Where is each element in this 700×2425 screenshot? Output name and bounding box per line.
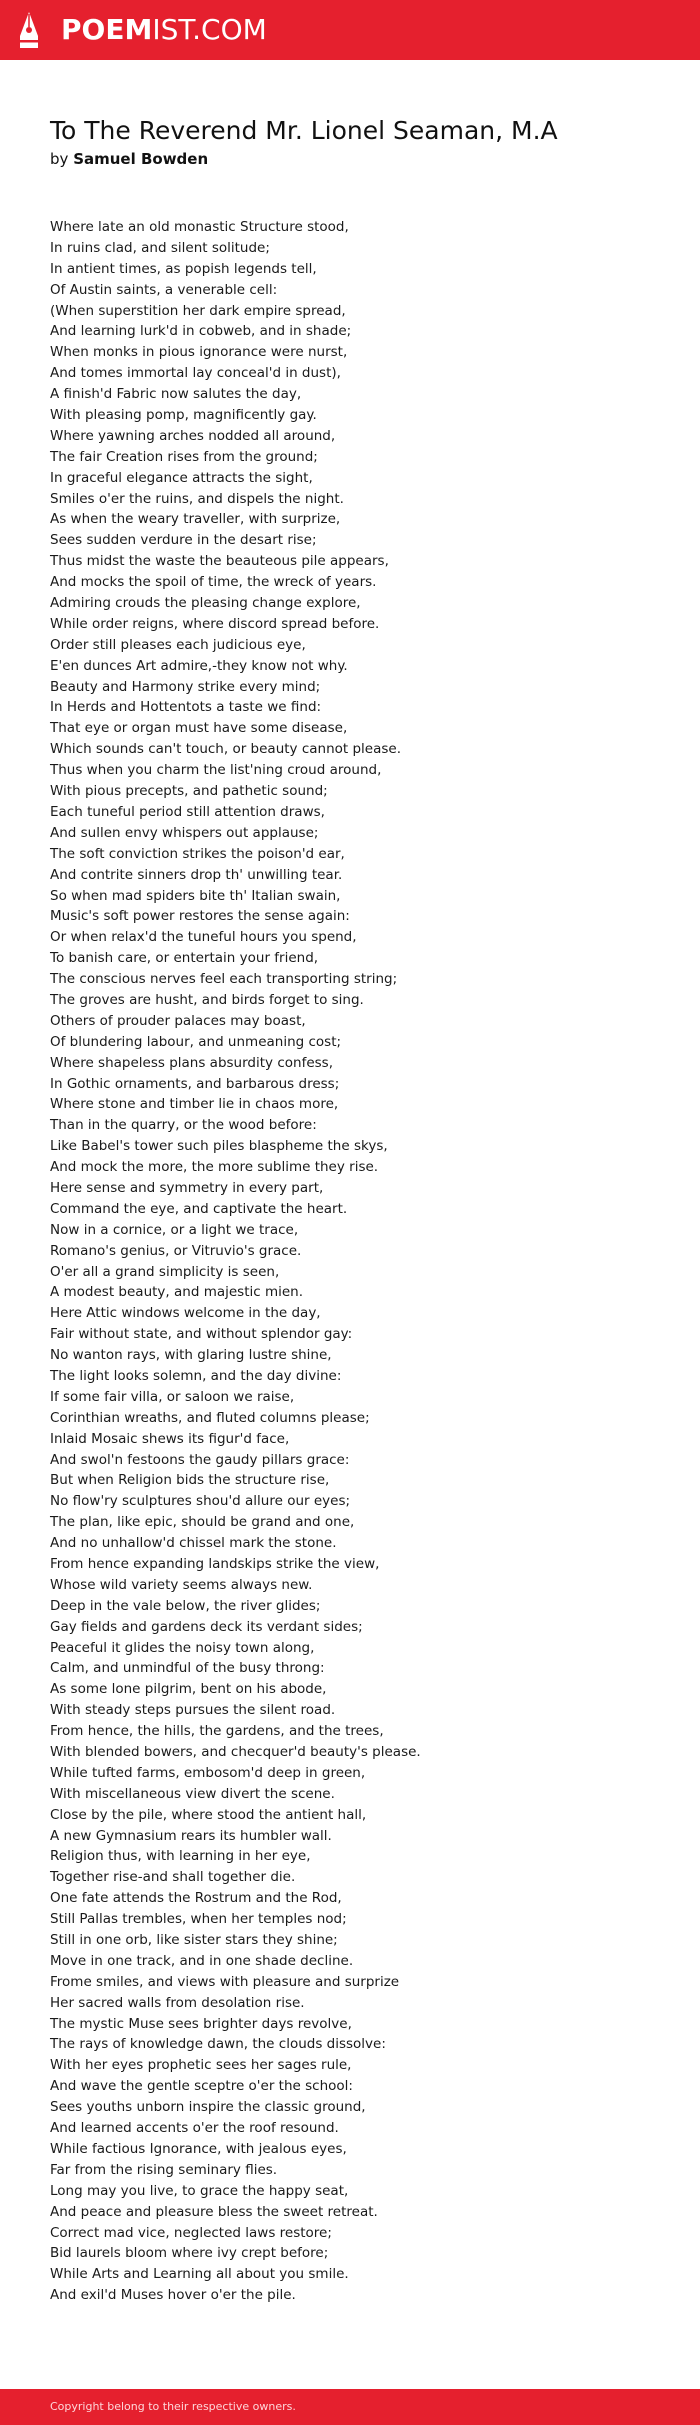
poem-line: And exil'd Muses hover o'er the pile.	[50, 2287, 296, 2304]
poem-line: Now in a cornice, or a light we trace,	[50, 1221, 299, 1238]
poem-line: In antient times, as popish legends tell,	[50, 260, 317, 277]
poem-line: Sees youths unborn inspire the classic ground,	[50, 2099, 366, 2116]
poem-line: The plan, like epic, should be grand and one,	[50, 1514, 355, 1531]
poem-line: Religion thus, with learning in her eye,	[50, 1848, 311, 1865]
poem-line: Of Austin saints, a venerable cell:	[50, 281, 278, 298]
poem-line: And wave the gentle sceptre o'er the school:	[50, 2078, 353, 2095]
poem-line: In graceful elegance attracts the sight,	[50, 469, 313, 486]
poem-line: Long may you live, to grace the happy seat,	[50, 2182, 349, 2199]
poem-line: Her sacred walls from desolation rise.	[50, 1994, 305, 2011]
poem-line: Where late an old monastic Structure stood,	[50, 219, 349, 235]
poem-line: And sullen envy whispers out applause;	[50, 824, 319, 841]
poem-line: Together rise-and shall together die.	[50, 1869, 296, 1886]
poem-line: Inlaid Mosaic shews its figur'd face,	[50, 1430, 290, 1447]
poem-line: Corinthian wreaths, and fluted columns please;	[50, 1409, 370, 1426]
poem-line: A new Gymnasium rears its humbler wall.	[50, 1827, 332, 1844]
poem-line: When monks in pious ignorance were nurst,	[50, 344, 348, 361]
poem-line: Whose wild variety seems always new.	[50, 1576, 313, 1593]
poem-line: Of blundering labour, and unmeaning cost;	[50, 1033, 342, 1050]
poem-line: Or when relax'd the tuneful hours you spend,	[50, 929, 357, 946]
poem-line: With steady steps pursues the silent road.	[50, 1702, 336, 1719]
copyright-notice: Copyright belong to their respective owners.	[50, 2400, 296, 2413]
poem-line: Here Attic windows welcome in the day,	[50, 1305, 321, 1322]
poem-line: Admiring crouds the pleasing change explore,	[50, 595, 361, 612]
site-footer	[0, 2389, 700, 2425]
poem-line: As some lone pilgrim, bent on his abode,	[50, 1681, 327, 1698]
poem-line: Calm, and unmindful of the busy throng:	[50, 1660, 325, 1677]
poem-line: No flow'ry sculptures shou'd allure our eyes;	[50, 1493, 351, 1510]
brand-name	[61, 10, 267, 50]
poem-line: Gay fields and gardens deck its verdant sides;	[50, 1618, 363, 1635]
poem-line: And no unhallow'd chissel mark the stone.	[50, 1535, 337, 1552]
poem-line: And mocks the spoil of time, the wreck of years.	[50, 574, 377, 591]
author-name[interactable]: Samuel Bowden	[73, 150, 209, 168]
poem-body	[50, 217, 670, 2306]
poem-line: Frome smiles, and views with pleasure and surprize	[50, 1973, 400, 1990]
poem-line: Deep in the vale below, the river glides;	[50, 1597, 321, 1614]
poem-line: Bid laurels bloom where ivy crept before;	[50, 2245, 329, 2262]
poem-line: With pious precepts, and pathetic sound;	[50, 783, 328, 800]
site-logo[interactable]	[18, 10, 267, 50]
poem-line: If some fair villa, or saloon we raise,	[50, 1388, 295, 1405]
poem-line: While Arts and Learning all about you smile.	[50, 2266, 349, 2283]
poem-line: The fair Creation rises from the ground;	[50, 448, 318, 465]
poem-line: Which sounds can't touch, or beauty cannot please.	[50, 741, 401, 758]
poem-title: To The Reverend Mr. Lionel Seaman, M.A	[50, 116, 558, 145]
poem-line: The groves are husht, and birds forget to sing.	[50, 991, 364, 1008]
poem-line: And mock the more, the more sublime they rise.	[50, 1159, 379, 1176]
poem-line: Still in one orb, like sister stars they shine;	[50, 1932, 338, 1949]
poem-line: And learning lurk'd in cobweb, and in shade;	[50, 323, 352, 340]
poem-line: The mystic Muse sees brighter days revolve,	[50, 2015, 352, 2032]
site-header	[0, 0, 700, 60]
poem-line: With miscellaneous view divert the scene.	[50, 1785, 335, 1802]
poem-line: O'er all a grand simplicity is seen,	[50, 1263, 280, 1280]
poem-line: Smiles o'er the ruins, and dispels the night.	[50, 490, 344, 507]
poem-line: That eye or organ must have some disease,	[50, 720, 348, 737]
poem-line: While factious Ignorance, with jealous eyes,	[50, 2140, 347, 2157]
poem-line: Where stone and timber lie in chaos more,	[50, 1096, 339, 1113]
poem-line: The rays of knowledge dawn, the clouds dissolve:	[50, 2036, 386, 2053]
poem-line: Thus when you charm the list'ning croud around,	[50, 762, 382, 779]
poem-line: E'en dunces Art admire,-they know not why.	[50, 657, 348, 674]
poem-line: With her eyes prophetic sees her sages rule,	[50, 2057, 352, 2074]
poem-line: Where yawning arches nodded all around,	[50, 427, 336, 444]
poem-line: Romano's genius, or Vitruvio's grace.	[50, 1242, 302, 1259]
poem-line: In Herds and Hottentots a taste we find:	[50, 699, 322, 716]
poem-line: Move in one track, and in one shade decline.	[50, 1952, 354, 1969]
poem-line: And peace and pleasure bless the sweet retreat.	[50, 2203, 378, 2220]
byline	[50, 149, 208, 169]
poem-line: With blended bowers, and checquer'd beauty's please.	[50, 1744, 421, 1761]
poem-line: Fair without state, and without splendor gay:	[50, 1326, 353, 1343]
poem-line: While order reigns, where discord spread before.	[50, 615, 380, 632]
poem-line: Others of prouder palaces may boast,	[50, 1012, 306, 1029]
poem-line: And tomes immortal lay conceal'd in dust),	[50, 365, 341, 382]
poem-line: Correct mad vice, neglected laws restore;	[50, 2224, 332, 2241]
poem-line: Peaceful it glides the noisy town along,	[50, 1639, 315, 1656]
poem-line: Music's soft power restores the sense again:	[50, 908, 350, 925]
poem-line: In Gothic ornaments, and barbarous dress;	[50, 1075, 340, 1092]
poem-line: Beauty and Harmony strike every mind;	[50, 678, 321, 695]
poem-line: And learned accents o'er the roof resound.	[50, 2120, 339, 2137]
poem-line: Far from the rising seminary flies.	[50, 2161, 278, 2178]
brand-light: IST.COM	[152, 13, 267, 46]
poem-line: To banish care, or entertain your friend,	[50, 950, 319, 967]
poem-line: Order still pleases each judicious eye,	[50, 636, 306, 653]
poem-line: Sees sudden verdure in the desart rise;	[50, 532, 317, 549]
poem-line: As when the weary traveller, with surprize,	[50, 511, 341, 528]
poem-line: From hence expanding landskips strike the view,	[50, 1556, 380, 1572]
poem-line: No wanton rays, with glaring lustre shine,	[50, 1347, 332, 1364]
poem-line: Still Pallas trembles, when her temples nod;	[50, 1911, 347, 1928]
pen-nib-icon	[18, 10, 40, 50]
poem-line: And contrite sinners drop th' unwilling tear.	[50, 866, 343, 883]
poem-line: From hence, the hills, the gardens, and the trees,	[50, 1723, 384, 1740]
poem-line: One fate attends the Rostrum and the Rod,	[50, 1890, 342, 1907]
poem-line: Like Babel's tower such piles blaspheme the skys,	[50, 1138, 388, 1155]
by-label: by	[50, 150, 69, 168]
poem-line: But when Religion bids the structure rise,	[50, 1472, 330, 1489]
poem-line: So when mad spiders bite th' Italian swain,	[50, 887, 341, 904]
poem-line: A finish'd Fabric now salutes the day,	[50, 386, 302, 403]
poem-line: Than in the quarry, or the wood before:	[50, 1117, 317, 1134]
poem-line: Command the eye, and captivate the heart.	[50, 1200, 348, 1217]
poem-line: In ruins clad, and silent solitude;	[50, 239, 270, 256]
brand-bold: POEM	[61, 13, 153, 46]
poem-line: The soft conviction strikes the poison'd ear,	[50, 845, 345, 862]
poem-line: Each tuneful period still attention draws,	[50, 803, 325, 820]
poem-line: Close by the pile, where stood the antient hall,	[50, 1806, 367, 1823]
poem-line: While tufted farms, embosom'd deep in green,	[50, 1764, 366, 1781]
poem-line: With pleasing pomp, magnificently gay.	[50, 407, 317, 424]
poem-line: The conscious nerves feel each transporting string;	[50, 971, 398, 988]
poem-line: Thus midst the waste the beauteous pile appears,	[50, 553, 389, 570]
poem-line: A modest beauty, and majestic mien.	[50, 1284, 304, 1301]
poem-line: (When superstition her dark empire spread,	[50, 302, 346, 319]
poem-line: Where shapeless plans absurdity confess,	[50, 1054, 333, 1071]
poem-line: The light looks solemn, and the day divine:	[50, 1367, 342, 1384]
poem-line: And swol'n festoons the gaudy pillars grace:	[50, 1451, 350, 1468]
poem-line: Here sense and symmetry in every part,	[50, 1179, 324, 1196]
